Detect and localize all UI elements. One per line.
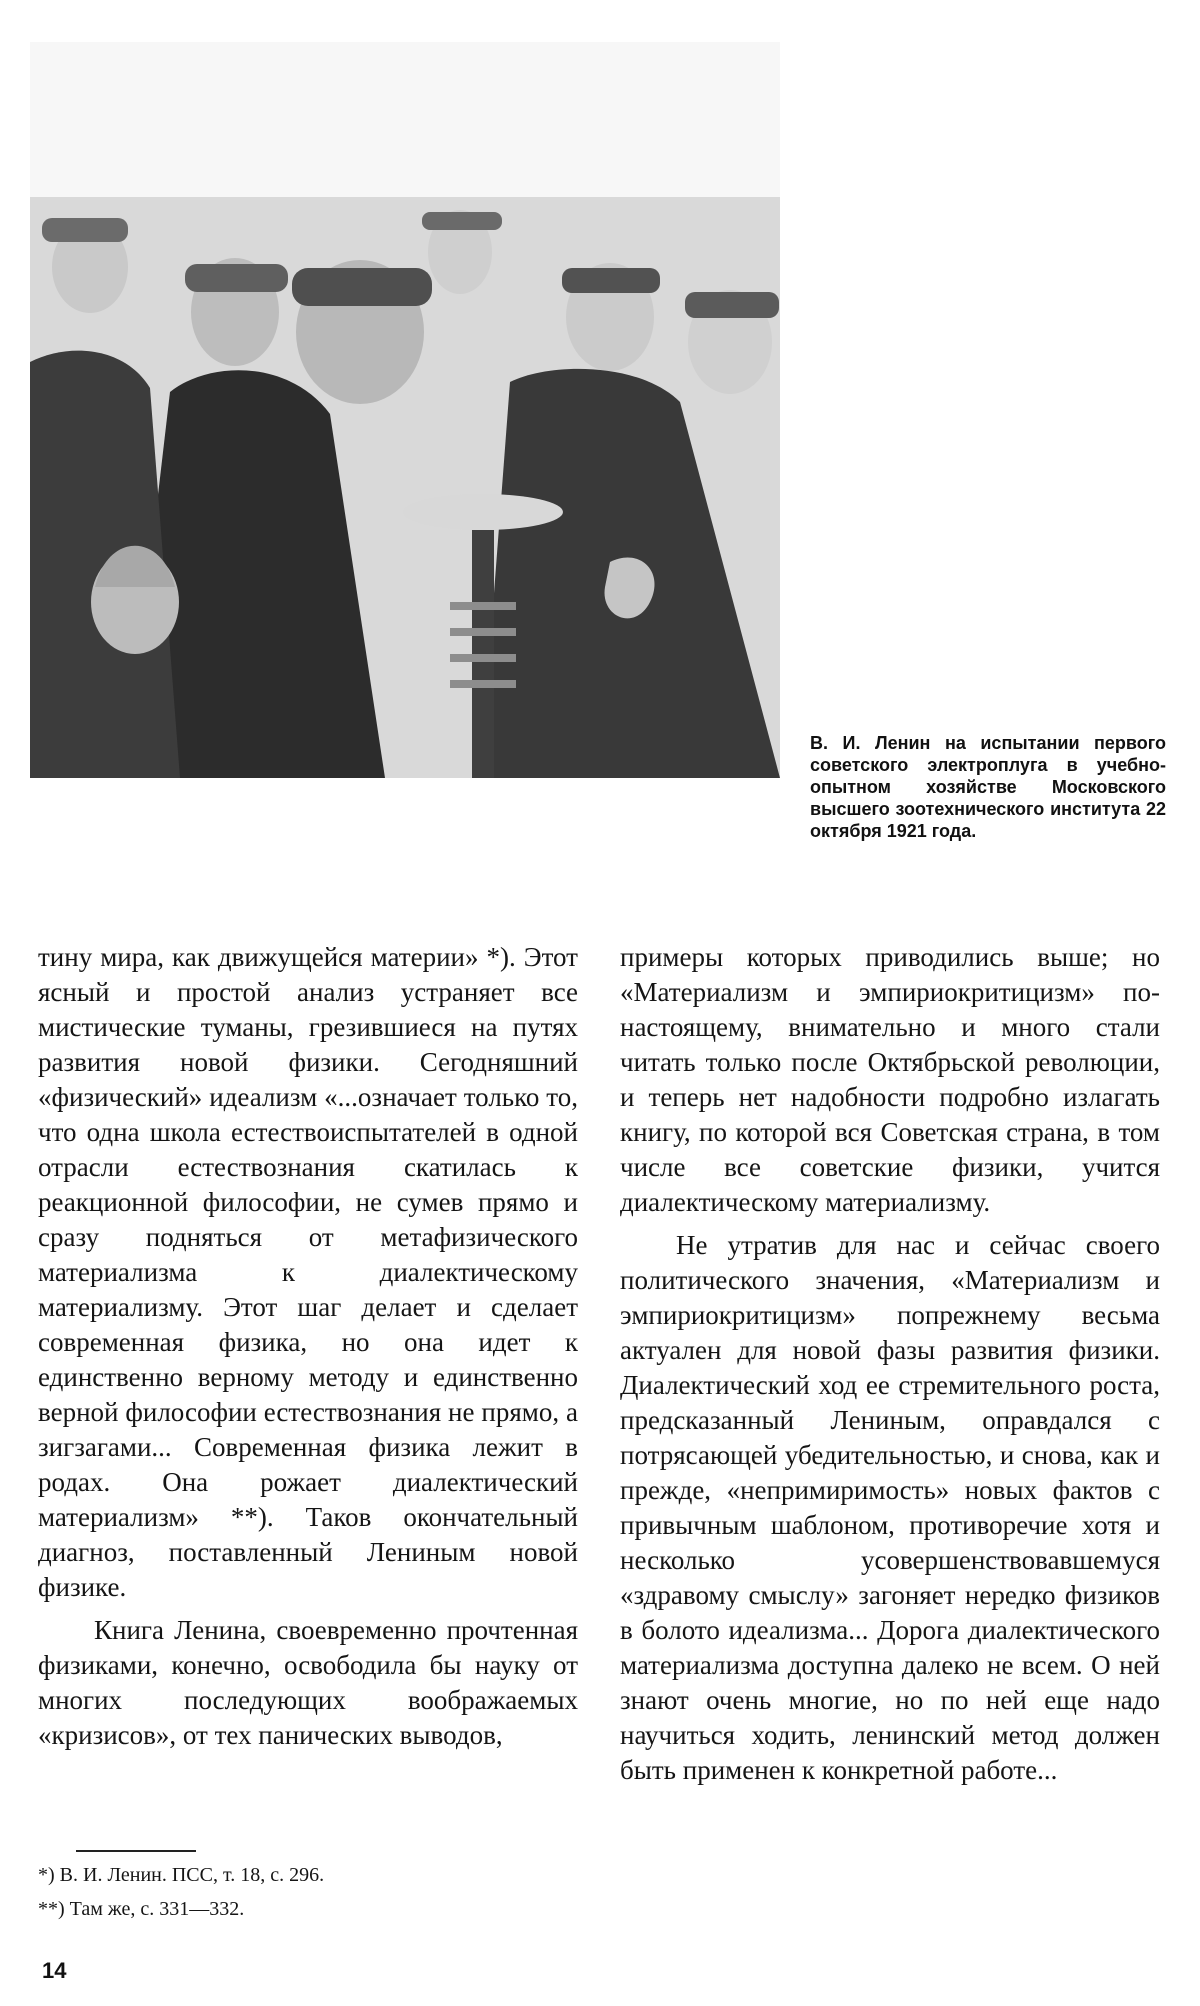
page-number: 14 — [42, 1958, 67, 1983]
right-paragraph-1: примеры которых приводились выше; но «Материализм и эмпириокритицизм» по-настоящему, внимательно и много стали читать только после Октябрьской революции, и теперь нет надобности подробно излагать книгу, по которой вся Советская страна, в том числе все советские физики, учится диалектическому материализму. — [620, 942, 1160, 1217]
footnote-1: *) В. И. Ленин. ПСС, т. 18, с. 296. — [38, 1864, 325, 1886]
photo-caption: В. И. Ленин на испытании первого советского электроплуга в учебно-опытном хозяйстве Московского высшего зоотехнического института 22 октября 1921 года. — [810, 733, 1166, 841]
photo-table-ring — [450, 602, 516, 610]
left-text-column — [38, 940, 578, 1753]
left-paragraph-2: Книга Ленина, своевременно прочтенная физиками, конечно, освободила бы науку от многих последующих воображаемых «кризисов», от тех панических выводов, — [38, 1615, 578, 1750]
footnotes — [38, 1858, 578, 1926]
photo-table-top — [403, 494, 563, 530]
photo-cap-left — [42, 218, 128, 242]
photo-cap-right — [562, 268, 660, 293]
left-paragraph-1: тину мира, как движущейся материи» *). Этот ясный и простой анализ устраняет все мистические туманы, грезившиеся на путях развития новой физики. Сегодняшний «физический» идеализм «...означает только то, что одна школа естествоиспытателей в одной отрасли естествознания скатилась к реакционной философии, не сумев прямо и сразу подняться от метафизического материализма к диалектическому материализму. Этот шаг делает и сделает современная физика, но она идет к единственно верному методу и единственно верной философии естествознания не прямо, а зигзагами... Современная физика лежит в родах. Она рожает диалектический материализм» **). Таков окончательный диагноз, поставленный Лениным новой физике. — [38, 942, 578, 1602]
historic-photo — [30, 42, 780, 778]
photo-table-ring-4 — [450, 680, 516, 688]
footnote-2: **) Там же, с. 331—332. — [38, 1898, 245, 1920]
photo-table-ring-2 — [450, 628, 516, 636]
historic-photo-icon — [30, 42, 780, 778]
photo-hat-mid-left — [185, 264, 288, 292]
right-text-column — [620, 940, 1160, 1788]
photo-cap-back — [422, 212, 502, 230]
photo-cap-far-right — [685, 292, 779, 318]
photo-cap-center — [292, 268, 432, 306]
photo-table-ring-3 — [450, 654, 516, 662]
photo-sky — [30, 42, 780, 197]
right-paragraph-2: Не утратив для нас и сейчас своего политического значения, «Материализм и эмпириокритицизм» попрежнему весьма актуален для новой фазы развития физики. Диалектический ход ее стремительного роста, предсказанный Лениным, оправдался с потрясающей убедительностью, и снова, как и прежде, «непримиримость» новых фактов с привычным шаблоном, противоречие хотя и несколько усовершенствовавшемуся «здравому смыслу» загоняет нередко физиков в болото идеализма... Дорога диалектического материализма доступна далеко не всем. О ней знают очень многие, но по ней еще надо научиться ходить, ленинский метод должен быть применен к конкретной работе... — [620, 1230, 1160, 1785]
footnote-divider — [76, 1850, 196, 1852]
